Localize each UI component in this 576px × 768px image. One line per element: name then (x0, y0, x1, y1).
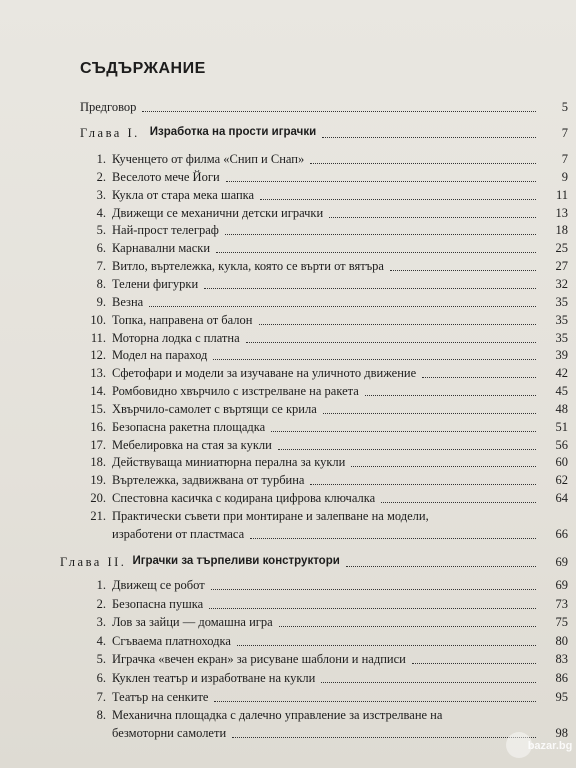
page-number: 69 (555, 578, 568, 592)
leader-dots (346, 566, 536, 567)
page-number: 39 (555, 348, 568, 363)
watermark: bazar.bg (506, 730, 572, 762)
page-number: 7 (561, 126, 568, 140)
list-item: Движещи се механични детски играчки (112, 205, 324, 220)
page-number: 42 (555, 366, 568, 381)
page-number: 80 (555, 633, 568, 648)
page-number: 75 (555, 615, 568, 630)
page-number: 27 (555, 259, 568, 274)
list-item: Движещ се робот (112, 578, 205, 592)
list-item: Механична площадка с далечно управление за изстрелване на (112, 708, 443, 723)
item-number: 20. (90, 491, 106, 506)
item-number: 13. (90, 366, 106, 381)
leader-dots (209, 608, 536, 609)
list-item: Веселото мече Йоги (112, 169, 220, 184)
watermark-logo-icon (506, 732, 532, 758)
list-item: Телени фигурки (112, 276, 199, 291)
item-number: 16. (90, 419, 106, 434)
leader-dots (412, 663, 536, 664)
item-number: 7. (96, 259, 106, 274)
chapter-title: Изработка на прости играчки (149, 126, 317, 138)
leader-dots (271, 431, 536, 432)
list-item: Действуваща миниатюрна перална за кукли (112, 455, 346, 470)
list-item: Въртележка, задвижвана от турбина (112, 473, 305, 488)
leader-dots (232, 737, 536, 738)
list-item: Безопасна ракетна площадка (112, 419, 266, 434)
leader-dots (390, 270, 536, 271)
leader-dots (329, 217, 536, 218)
item-number: 7. (96, 689, 106, 704)
item-number: 6. (96, 671, 106, 685)
list-item: Сфетофари и модели за изучаване на уличното движение (112, 366, 417, 381)
page-number: 35 (555, 330, 568, 345)
item-number: 2. (96, 596, 106, 611)
item-number: 4. (96, 633, 106, 648)
page-number: 32 (555, 276, 568, 291)
list-item: Театър на сенките (112, 689, 209, 704)
list-item: Ромбовидно хвърчило с изстрелване на ракета (112, 384, 359, 399)
leader-dots (225, 234, 536, 235)
leader-dots (279, 626, 536, 627)
page-number: 86 (555, 671, 568, 685)
leader-dots (310, 163, 536, 164)
page-number: 7 (561, 152, 568, 166)
leader-dots (216, 252, 536, 253)
page-number: 83 (555, 652, 568, 667)
item-number: 15. (90, 401, 106, 416)
list-item: Най-прост телеграф (112, 223, 219, 238)
leader-dots (142, 111, 536, 112)
list-item-continued: безмоторни самолети (112, 726, 227, 741)
page-number: 25 (555, 241, 568, 256)
item-number: 9. (96, 294, 106, 309)
list-item: Лов за зайци — домашна игра (112, 615, 273, 630)
preface-title: Предговор (80, 100, 137, 114)
leader-dots (310, 484, 536, 485)
item-number: 11. (90, 330, 106, 345)
leader-dots (422, 377, 536, 378)
page-number: 35 (555, 294, 568, 309)
page-number: 98 (555, 726, 568, 741)
list-item: Спестовна касичка с кодирана цифрова ключалка (112, 491, 376, 506)
item-number: 18. (90, 455, 106, 470)
leader-dots (351, 466, 536, 467)
page-number: 62 (555, 473, 568, 488)
item-number: 5. (96, 223, 106, 238)
page-number: 51 (555, 419, 568, 434)
leader-dots (204, 288, 536, 289)
item-number: 4. (96, 205, 106, 220)
item-number: 3. (96, 187, 106, 202)
item-number: 3. (96, 615, 106, 630)
item-number: 19. (90, 473, 106, 488)
list-item: Везна (112, 294, 144, 309)
page-number: 45 (555, 384, 568, 399)
list-item: Модел на параход (112, 348, 208, 363)
leader-dots (250, 538, 536, 539)
page-number: 64 (555, 491, 568, 506)
list-item-continued: изработени от пластмаса (112, 527, 245, 541)
page-number: 95 (555, 689, 568, 704)
page-number: 35 (555, 312, 568, 327)
list-item: Хвърчило-самолет с въртящи се крила (112, 401, 317, 416)
item-number: 10. (90, 312, 106, 327)
leader-dots (381, 502, 536, 503)
chapter-title: Играчки за търпеливи конструктори (132, 555, 340, 567)
page-number: 69 (555, 555, 568, 569)
leader-dots (260, 199, 536, 200)
list-item: Куклен театър и изработване на кукли (112, 671, 316, 685)
item-number: 2. (96, 169, 106, 184)
leader-dots (214, 701, 536, 702)
list-item: Витло, въртележка, кукла, която се върти от вятъра (112, 259, 384, 274)
leader-dots (211, 589, 536, 590)
list-item: Сгъваема платноходка (112, 633, 231, 648)
toc-heading: СЪДЪРЖАНИЕ (80, 60, 206, 77)
list-item: Карнавални маски (112, 241, 211, 256)
list-item: Топка, направена от балон (112, 312, 253, 327)
leader-dots (365, 395, 536, 396)
page-number: 9 (561, 169, 568, 184)
item-number: 8. (96, 708, 106, 723)
leader-dots (323, 413, 536, 414)
page-number: 18 (555, 223, 568, 238)
page-number: 60 (555, 455, 568, 470)
leader-dots (322, 137, 536, 138)
item-number: 14. (90, 384, 106, 399)
leader-dots (226, 181, 536, 182)
item-number: 5. (96, 652, 106, 667)
page-number: 48 (555, 401, 568, 416)
leader-dots (213, 359, 536, 360)
page-number: 66 (555, 527, 568, 541)
list-item: Кукла от стара мека шапка (112, 187, 255, 202)
page-number: 5 (561, 100, 568, 114)
chapter-label: Глава II. (60, 555, 127, 569)
list-item: Моторна лодка с платна (112, 330, 240, 345)
list-item: Мебелировка на стая за кукли (112, 437, 272, 452)
chapter-label: Глава I. (80, 126, 140, 140)
leader-dots (237, 645, 536, 646)
page-number: 73 (555, 596, 568, 611)
list-item: Безопасна пушка (112, 596, 204, 611)
leader-dots (321, 682, 536, 683)
item-number: 8. (96, 276, 106, 291)
page-number: 13 (555, 205, 568, 220)
item-number: 1. (96, 578, 106, 592)
leader-dots (278, 449, 536, 450)
item-number: 12. (90, 348, 106, 363)
item-number: 21. (90, 509, 106, 523)
leader-dots (246, 342, 536, 343)
leader-dots (259, 324, 537, 325)
item-number: 1. (96, 152, 106, 166)
list-item: Практически съвети при монтиране и залепване на модели, (112, 509, 429, 523)
leader-dots (149, 306, 536, 307)
list-item: Играчка «вечен екран» за рисуване шаблони и надписи (112, 652, 406, 667)
page-number: 56 (555, 437, 568, 452)
page-number: 11 (555, 187, 568, 202)
list-item: Кученцето от филма «Снип и Снап» (112, 152, 305, 166)
item-number: 17. (90, 437, 106, 452)
item-number: 6. (96, 241, 106, 256)
